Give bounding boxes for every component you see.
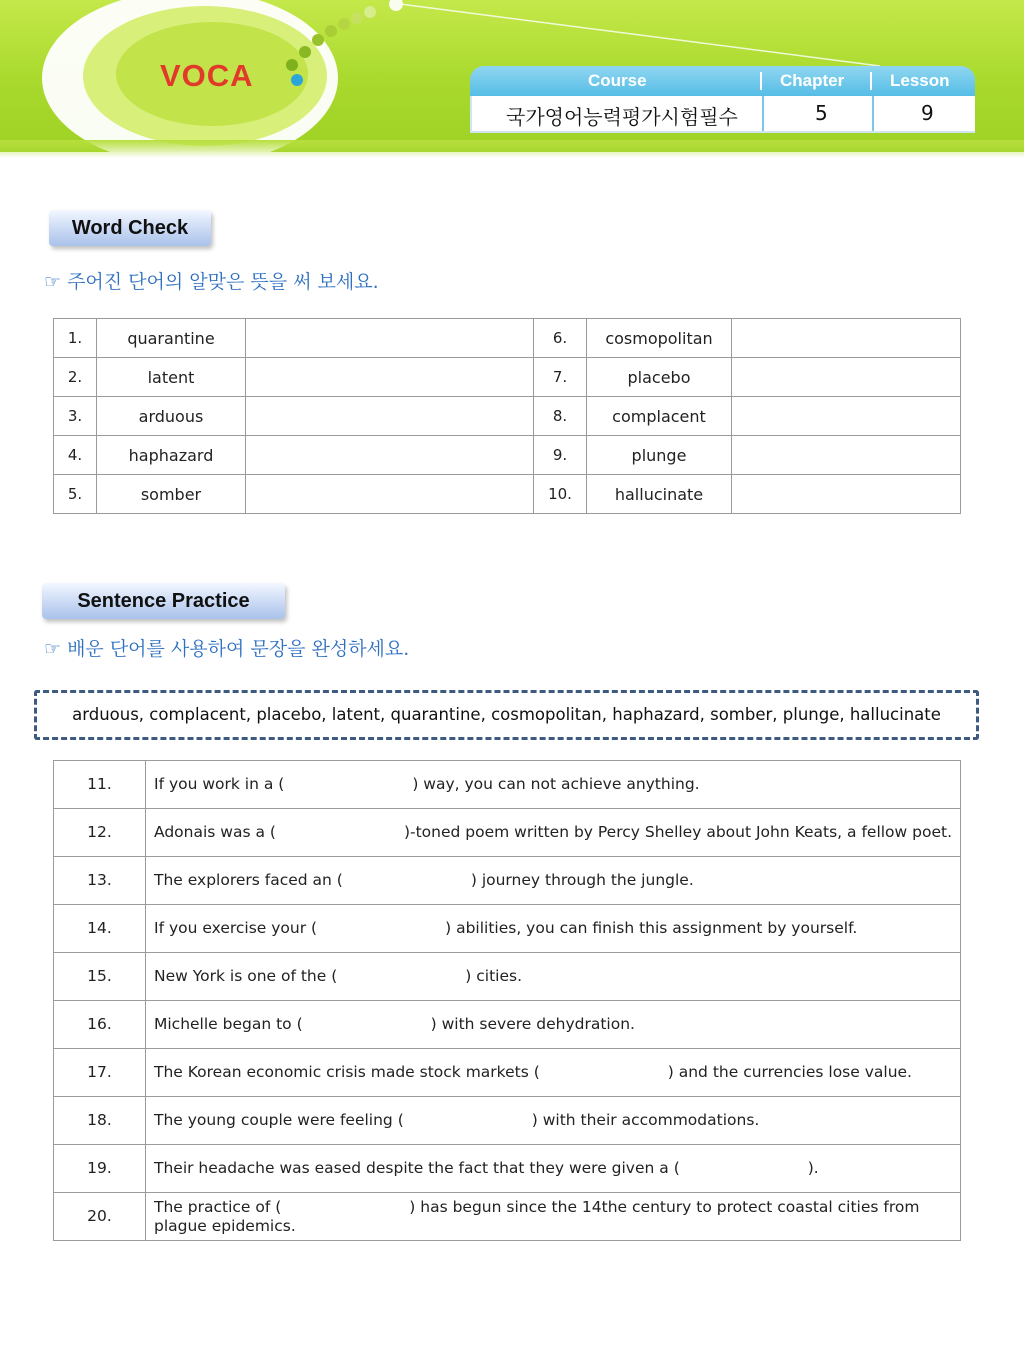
- meaning-answer-cell[interactable]: [732, 397, 961, 436]
- vocab-word: somber: [97, 475, 246, 514]
- sentence-before: If you work in a (: [154, 775, 285, 793]
- meaning-answer-cell[interactable]: [732, 436, 961, 475]
- sentence-after: ) journey through the jungle.: [470, 871, 694, 889]
- word-number: 2.: [54, 358, 97, 397]
- word-number: 10.: [534, 475, 587, 514]
- sentence-after: ) abilities, you can finish this assignment by yourself.: [445, 919, 858, 937]
- word-check-table: [53, 318, 961, 514]
- sentence-text: [146, 1193, 961, 1241]
- vocab-word: plunge: [587, 436, 732, 475]
- sentence-before: The Korean economic crisis made stock markets (: [154, 1063, 540, 1081]
- meaning-answer-cell[interactable]: [732, 358, 961, 397]
- sentence-after: ) with severe dehydration.: [430, 1015, 635, 1033]
- value-separator: [762, 96, 764, 131]
- lesson-label: Lesson: [890, 71, 950, 90]
- sentence-number: 15.: [54, 953, 146, 1001]
- sentence-number: 12.: [54, 809, 146, 857]
- header-fade: [0, 140, 1024, 158]
- vocab-word: latent: [97, 358, 246, 397]
- sentence-text: [146, 905, 961, 953]
- word-number: 5.: [54, 475, 97, 514]
- meaning-answer-cell[interactable]: [732, 319, 961, 358]
- word-check-title: Word Check: [49, 210, 211, 246]
- sentence-after: ) cities.: [465, 967, 522, 985]
- vocab-word: quarantine: [97, 319, 246, 358]
- course-value: 국가영어능력평가시험필수: [506, 105, 738, 129]
- sentence-after: ).: [807, 1159, 819, 1177]
- table-row: [54, 1097, 961, 1145]
- sentence-before: The explorers faced an (: [154, 871, 343, 889]
- sentence-before: The young couple were feeling (: [154, 1111, 404, 1129]
- table-row: [54, 1145, 961, 1193]
- sentence-practice-table: [53, 760, 961, 1241]
- sentence-number: 17.: [54, 1049, 146, 1097]
- course-info-box: [470, 66, 975, 133]
- sentence-text: [146, 953, 961, 1001]
- sentence-text: [146, 1145, 961, 1193]
- vocab-word: complacent: [587, 397, 732, 436]
- table-row: [54, 358, 961, 397]
- table-row: [54, 1001, 961, 1049]
- sentence-text: [146, 1049, 961, 1097]
- word-number: 1.: [54, 319, 97, 358]
- word-number: 6.: [534, 319, 587, 358]
- sentence-text: [146, 1097, 961, 1145]
- sentence-after: )-toned poem written by Percy Shelley about John Keats, a fellow poet.: [403, 823, 953, 841]
- sentence-text: [146, 809, 961, 857]
- meaning-answer-cell[interactable]: [246, 319, 534, 358]
- table-row: [54, 475, 961, 514]
- table-row: [54, 857, 961, 905]
- header-separator: [760, 72, 762, 90]
- table-row: [54, 436, 961, 475]
- word-number: 4.: [54, 436, 97, 475]
- vocab-word: cosmopolitan: [587, 319, 732, 358]
- vocab-word: haphazard: [97, 436, 246, 475]
- word-number: 7.: [534, 358, 587, 397]
- word-number: 3.: [54, 397, 97, 436]
- table-row: [54, 809, 961, 857]
- meaning-answer-cell[interactable]: [246, 436, 534, 475]
- lesson-value: 9: [921, 101, 934, 125]
- sentence-number: 19.: [54, 1145, 146, 1193]
- table-row: [54, 953, 961, 1001]
- value-separator: [872, 96, 874, 131]
- logo-text: VOCA: [160, 58, 254, 93]
- sentence-before: New York is one of the (: [154, 967, 338, 985]
- course-info-values: [470, 96, 975, 133]
- sentence-after: ) and the currencies lose value.: [667, 1063, 912, 1081]
- sentence-after: ) has begun since the 14the century to protect coastal cities from plague epidemics.: [154, 1197, 920, 1235]
- word-number: 8.: [534, 397, 587, 436]
- table-row: [54, 1193, 961, 1241]
- sentence-before: The practice of (: [154, 1197, 282, 1216]
- sentence-number: 14.: [54, 905, 146, 953]
- vocab-word: placebo: [587, 358, 732, 397]
- vocab-word: arduous: [97, 397, 246, 436]
- sentence-before: If you exercise your (: [154, 919, 318, 937]
- sentence-number: 16.: [54, 1001, 146, 1049]
- sentence-after: ) with their accommodations.: [531, 1111, 760, 1129]
- sentence-after: ) way, you can not achieve anything.: [412, 775, 700, 793]
- sentence-practice-instruction: ☞ 배운 단어를 사용하여 문장을 완성하세요.: [44, 638, 410, 660]
- header-separator: [870, 72, 872, 90]
- course-label: Course: [588, 71, 647, 90]
- table-row: [54, 397, 961, 436]
- table-row: [54, 761, 961, 809]
- page-header: [0, 0, 1024, 152]
- sentence-number: 11.: [54, 761, 146, 809]
- meaning-answer-cell[interactable]: [732, 475, 961, 514]
- vocab-word: hallucinate: [587, 475, 732, 514]
- sentence-before: Adonais was a (: [154, 823, 276, 841]
- sentence-number: 20.: [54, 1193, 146, 1241]
- meaning-answer-cell[interactable]: [246, 397, 534, 436]
- meaning-answer-cell[interactable]: [246, 358, 534, 397]
- meaning-answer-cell[interactable]: [246, 475, 534, 514]
- course-info-header: [470, 66, 975, 96]
- sentence-number: 13.: [54, 857, 146, 905]
- table-row: [54, 319, 961, 358]
- chapter-label: Chapter: [780, 71, 845, 90]
- word-bank: arduous, complacent, placebo, latent, quarantine, cosmopolitan, haphazard, somber, plunge, hallucinate: [34, 690, 979, 740]
- sentence-practice-title: Sentence Practice: [42, 583, 285, 619]
- word-number: 9.: [534, 436, 587, 475]
- sentence-text: [146, 1001, 961, 1049]
- table-row: [54, 1049, 961, 1097]
- table-row: [54, 905, 961, 953]
- sentence-number: 18.: [54, 1097, 146, 1145]
- word-check-instruction: ☞ 주어진 단어의 알맞은 뜻을 써 보세요.: [44, 271, 379, 293]
- sentence-text: [146, 857, 961, 905]
- sentence-before: Michelle began to (: [154, 1015, 303, 1033]
- chapter-value: 5: [815, 101, 828, 125]
- sentence-before: Their headache was eased despite the fact that they were given a (: [154, 1159, 680, 1177]
- sentence-text: [146, 761, 961, 809]
